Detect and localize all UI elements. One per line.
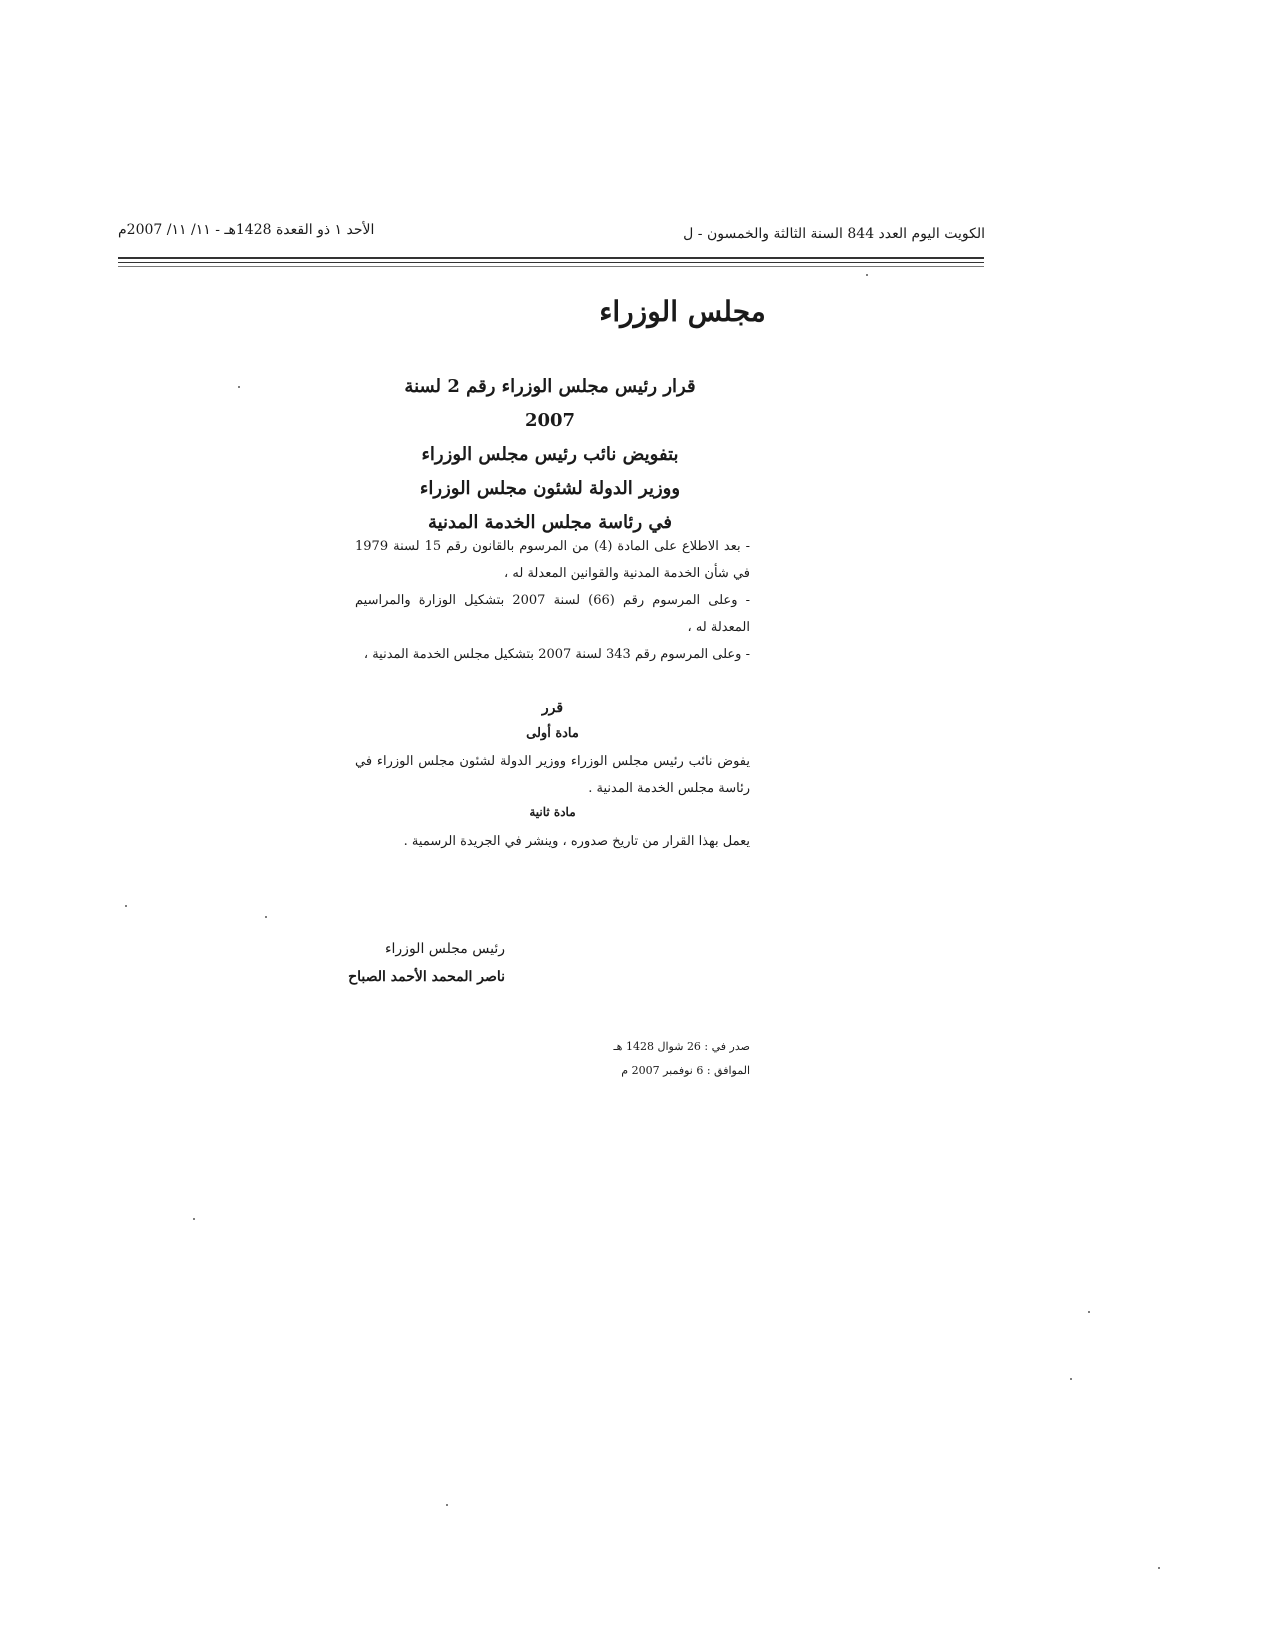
preamble bbox=[355, 533, 750, 668]
scan-speck bbox=[866, 274, 868, 276]
signature-name: ناصر المحمد الأحمد الصباح bbox=[348, 969, 505, 985]
issue-date-block bbox=[613, 1035, 750, 1083]
decree-title-line: بتفويض نائب رئيس مجلس الوزراء bbox=[421, 444, 679, 465]
gazette-issue-header: الكويت اليوم العدد 844 السنة الثالثة والخمسون - ل bbox=[683, 226, 985, 242]
preamble-clause: - وعلى المرسوم رقم (66) لسنة 2007 بتشكيل الوزارة والمراسيم المعدلة له ، bbox=[355, 593, 750, 635]
header-rule bbox=[118, 266, 984, 267]
header-rule bbox=[118, 262, 984, 263]
signature-title: رئيس مجلس الوزراء bbox=[384, 941, 505, 957]
decree-title-line: في رئاسة مجلس الخدمة المدنية bbox=[427, 512, 673, 533]
scan-speck bbox=[265, 916, 267, 918]
scan-speck bbox=[1088, 1311, 1090, 1313]
article-body: يفوض نائب رئيس مجلس الوزراء ووزير الدولة لشئون مجلس الوزراء في رئاسة مجلس الخدمة المدنية . bbox=[355, 754, 750, 796]
issue-date-gregorian: الموافق : 6 نوفمبر 2007 م bbox=[621, 1064, 750, 1077]
scan-speck bbox=[1070, 1378, 1072, 1380]
section-title-text: مجلس الوزراء bbox=[599, 295, 766, 328]
preamble-clause: - بعد الاطلاع على المادة (4) من المرسوم بالقانون رقم 15 لسنة 1979 في شأن الخدمة المدنية والقوانين المعدلة له ، bbox=[355, 539, 750, 581]
resolved-heading: قرر bbox=[541, 700, 564, 716]
header-rule bbox=[118, 257, 984, 259]
section-title bbox=[0, 295, 1275, 328]
scan-speck bbox=[446, 1504, 448, 1506]
preamble-clause: - وعلى المرسوم رقم 343 لسنة 2007 بتشكيل مجلس الخدمة المدنية ، bbox=[363, 647, 750, 662]
scan-speck bbox=[193, 1218, 195, 1220]
decree-title-line: قرار رئيس مجلس الوزراء رقم 2 لسنة 2007 bbox=[404, 376, 696, 431]
article-heading: مادة أولى bbox=[526, 726, 579, 741]
decree-title-line: ووزير الدولة لشئون مجلس الوزراء bbox=[419, 478, 681, 499]
article-heading: مادة ثانية bbox=[529, 805, 576, 819]
article-body: يعمل بهذا القرار من تاريخ صدوره ، وينشر في الجريدة الرسمية . bbox=[403, 834, 750, 849]
scan-speck bbox=[238, 386, 240, 388]
issue-date-hijri: صدر في : 26 شوال 1428 هـ bbox=[613, 1040, 750, 1053]
scan-speck bbox=[1158, 1567, 1160, 1569]
signature-block bbox=[348, 935, 505, 991]
scan-speck bbox=[125, 905, 127, 907]
gazette-date-header: الأحد ١ ذو القعدة 1428هـ - ١١/ ١١/ 2007م bbox=[118, 222, 375, 238]
decree-title bbox=[380, 370, 720, 540]
